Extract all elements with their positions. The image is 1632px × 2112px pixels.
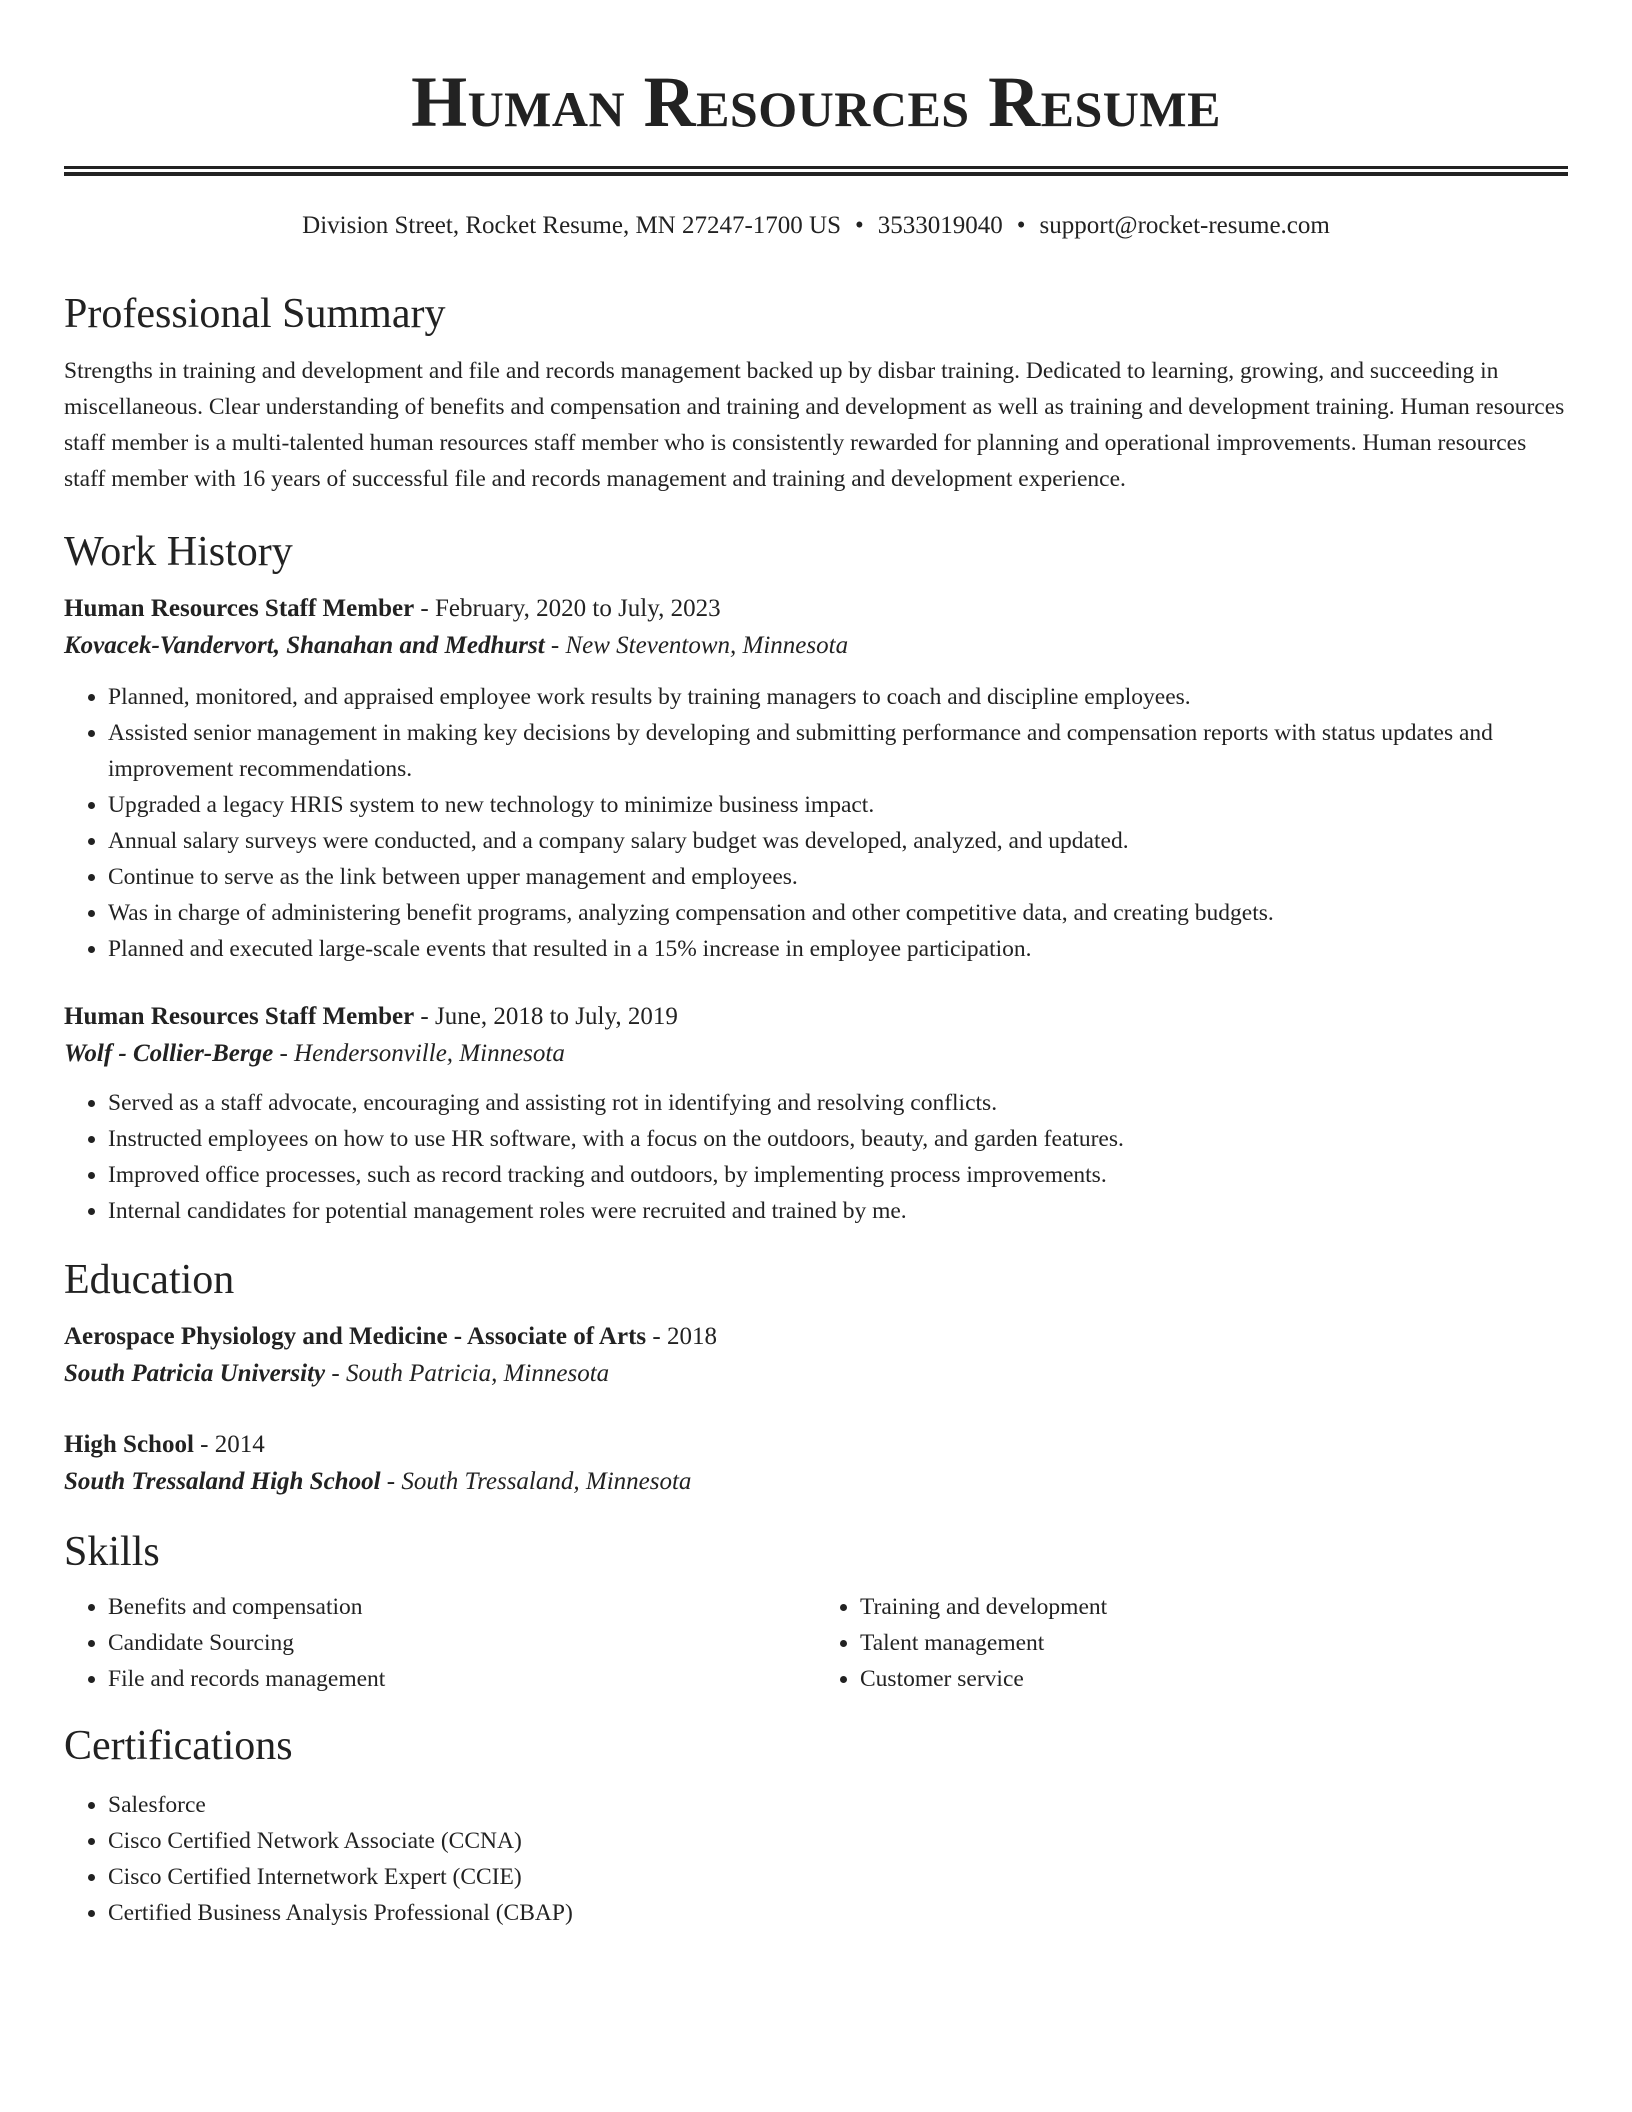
list-item: • Cisco Certified Internetwork Expert (CCIE) — [108, 1859, 1568, 1895]
skills-heading: Skills — [64, 1529, 160, 1575]
company-location: - Hendersonville, Minnesota — [273, 1040, 565, 1067]
job-dates: - February, 2020 to July, 2023 — [414, 595, 721, 622]
list-item: • Assisted senior management in making key decisions by developing and submitting performance and compensation reports with status updates and improvement recommendations. — [108, 715, 1568, 787]
list-item: • Candidate Sourcing — [108, 1625, 816, 1661]
list-item: • Instructed employees on how to use HR software, with a focus on the outdoors, beauty, and garden features. — [108, 1121, 1568, 1157]
work-history-heading: Work History — [64, 529, 293, 575]
school-name: South Tressaland High School — [64, 1468, 381, 1495]
list-item: • Planned, monitored, and appraised employee work results by training managers to coach and discipline employees. — [108, 679, 1568, 715]
degree-year: - 2014 — [193, 1431, 265, 1458]
degree-year: - 2018 — [646, 1323, 717, 1350]
education-heading: Education — [64, 1257, 235, 1303]
list-item: • Talent management — [860, 1625, 1568, 1661]
skills-column-right — [816, 1589, 1568, 1697]
contact-address: Division Street, Rocket Resume, MN 27247-1700 US — [302, 212, 842, 239]
summary-text: Strengths in training and development and file and records management backed up by disbar training. Dedicated to learning, growing, and succeeding in miscellaneous. Clear understanding of benefits and compensation and training and development as well as training and development training. Human resources staff member is a multi-talented human resources staff member who is consistently rewarded for planning and operational improvements. Human resources staff member with 16 years of successful file and records management and training and development experience. — [64, 358, 1565, 492]
degree-name: High School — [64, 1431, 194, 1458]
job-entry — [64, 999, 1568, 1229]
contact-separator: • — [855, 212, 864, 239]
certifications-list — [64, 1787, 1568, 1931]
job-dates: - June, 2018 to July, 2019 — [414, 1003, 678, 1030]
degree-line — [64, 1427, 1568, 1463]
job-entry — [64, 591, 1568, 967]
education-entry — [64, 1427, 1568, 1501]
resume-title: Human Resources Resume — [411, 62, 1221, 142]
job-title-line — [64, 999, 1568, 1035]
list-item: • Cisco Certified Network Associate (CCNA) — [108, 1823, 1568, 1859]
company-name: Kovacek-Vandervort, Shanahan and Medhurst — [64, 632, 545, 659]
list-item: • Served as a staff advocate, encouraging and assisting rot in identifying and resolving conflicts. — [108, 1085, 1568, 1121]
school-location: - South Patricia, Minnesota — [325, 1360, 610, 1387]
list-item: • Improved office processes, such as record tracking and outdoors, by implementing process improvements. — [108, 1157, 1568, 1193]
list-item: • Planned and executed large-scale events that resulted in a 15% increase in employee participation. — [108, 931, 1568, 967]
school-line — [64, 1463, 1568, 1501]
degree-line — [64, 1319, 1568, 1355]
contact-separator: • — [1016, 212, 1026, 239]
company-line — [64, 1035, 1568, 1073]
title-double-rule — [64, 166, 1568, 176]
list-item: • Benefits and compensation — [108, 1589, 816, 1625]
list-item: • Training and development — [860, 1589, 1568, 1625]
list-item: • Was in charge of administering benefit programs, analyzing compensation and other competitive data, and creating budgets. — [108, 895, 1568, 931]
job-title-line — [64, 591, 1568, 627]
contact-phone: 3533019040 — [877, 212, 1003, 239]
list-item: • Certified Business Analysis Professional (CBAP) — [108, 1895, 1568, 1931]
list-item: • Salesforce — [108, 1787, 1568, 1823]
education-entry — [64, 1319, 1568, 1393]
certifications-heading: Certifications — [64, 1723, 293, 1769]
job-bullets — [64, 679, 1568, 967]
skills-list — [64, 1589, 1568, 1697]
contact-line — [64, 209, 1568, 243]
job-title: Human Resources Staff Member — [64, 1003, 415, 1030]
contact-email: support@rocket-resume.com — [1039, 212, 1330, 239]
job-bullets — [64, 1085, 1568, 1229]
school-name: South Patricia University — [64, 1360, 326, 1387]
school-location: - South Tressaland, Minnesota — [380, 1468, 692, 1495]
company-name: Wolf - Collier-Berge — [64, 1040, 274, 1067]
degree-name: Aerospace Physiology and Medicine - Associate of Arts — [64, 1323, 647, 1350]
list-item: • Annual salary surveys were conducted, and a company salary budget was developed, analyzed, and updated. — [108, 823, 1568, 859]
list-item: • File and records management — [108, 1661, 816, 1697]
job-title: Human Resources Staff Member — [64, 595, 415, 622]
school-line — [64, 1355, 1568, 1393]
list-item: • Internal candidates for potential management roles were recruited and trained by me. — [108, 1193, 1568, 1229]
summary-heading: Professional Summary — [64, 291, 446, 337]
skills-column-left — [64, 1589, 816, 1697]
company-line — [64, 627, 1568, 665]
list-item: • Upgraded a legacy HRIS system to new technology to minimize business impact. — [108, 787, 1568, 823]
company-location: - New Steventown, Minnesota — [544, 632, 849, 659]
list-item: • Customer service — [860, 1661, 1568, 1697]
list-item: • Continue to serve as the link between upper management and employees. — [108, 859, 1568, 895]
